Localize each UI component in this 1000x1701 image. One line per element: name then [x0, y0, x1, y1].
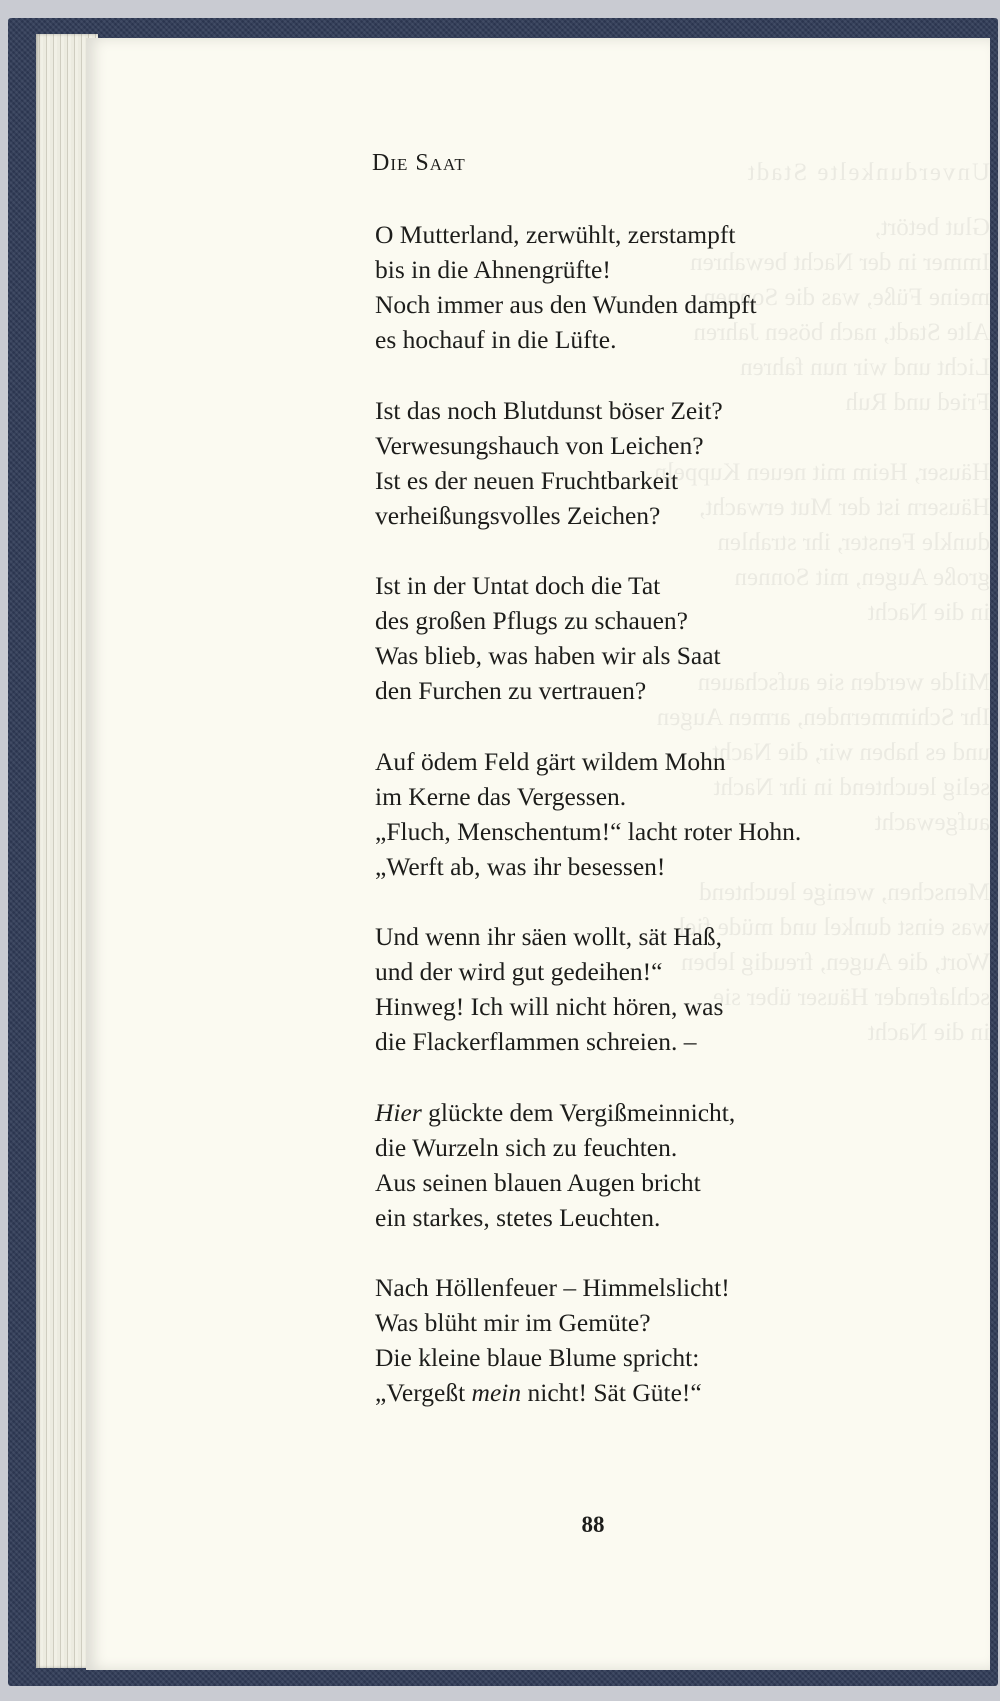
- show-through-line: selig leuchtend in ihr Nacht: [713, 774, 990, 801]
- show-through-line: Licht und wir nun fahren: [740, 354, 990, 381]
- poem-line: Verwesungshauch von Leichen?: [375, 430, 704, 460]
- poem-line: verheißungsvolles Zeichen?: [375, 500, 661, 530]
- poem-line: „Werft ab, was ihr besessen!: [375, 851, 666, 881]
- stanza: [375, 393, 935, 533]
- show-through-line: große Augen, mit Sonnen: [734, 564, 990, 591]
- show-through-line: was einst dunkel und müde fiel: [678, 914, 990, 941]
- poem-line: „Fluch, Menschentum!“ lacht roter Hohn.: [375, 816, 802, 846]
- poem-line: den Furchen zu vertrauen?: [375, 676, 647, 705]
- poem-line: Aus seinen blauen Augen bricht: [375, 1167, 701, 1197]
- poem-title: Die Saat: [372, 150, 466, 176]
- show-through-line: Häuser, Heim mit neuen Kuppeln: [654, 459, 990, 486]
- show-through-title: Unverdunkelte Stadt: [745, 159, 990, 186]
- stanza: [375, 919, 935, 1059]
- line-text: glückte dem Vergißmeinnicht,: [421, 1097, 736, 1127]
- show-through-line: Ihr Schimmernden, armen Augen: [656, 704, 990, 731]
- poem-line: Und wenn ihr säen wollt, sät Haß,: [375, 922, 723, 951]
- poem-line: Hinweg! Ich will nicht hören, was: [375, 992, 724, 1021]
- stanza: [375, 1270, 935, 1410]
- poem-line: Ist es der neuen Fruchtbarkeit: [375, 465, 679, 495]
- poem-line: Ist in der Untat doch die Tat: [375, 571, 661, 600]
- stanza: [375, 217, 935, 357]
- show-through-line: meine Füße, was die Sonnen: [703, 284, 990, 311]
- poem-line: Ist das noch Blutdunst böser Zeit?: [375, 395, 723, 425]
- poem-line: es hochauf in die Lüfte.: [375, 325, 617, 354]
- poem-line: bis in die Ahnengrüfte!: [375, 255, 611, 284]
- show-through-line: Immer in der Nacht bewahren: [690, 249, 990, 276]
- show-through-line: in die Nacht: [867, 1019, 990, 1046]
- stanza: [375, 1095, 935, 1235]
- stanza: [375, 568, 935, 708]
- poem-line: Was blüht mir im Gemüte?: [375, 1308, 651, 1337]
- show-through-line: Glut betört,: [874, 214, 990, 241]
- show-through-line: Häusern ist der Mut erwacht,: [699, 494, 990, 521]
- show-through-line: Milde werden sie aufschauen: [697, 669, 990, 696]
- poem-body: [375, 217, 935, 1446]
- show-through-line: und es haben wir, die Nacht: [711, 739, 990, 766]
- poem-line: Auf ödem Feld gärt wildem Mohn: [375, 746, 726, 776]
- poem-line: O Mutterland, zerwühlt, zerstampft: [375, 220, 736, 249]
- show-through-line: aufgewacht: [874, 809, 990, 836]
- line-text: „Vergeßt: [375, 1378, 472, 1407]
- poem-line: und der wird gut gedeihen!“: [375, 957, 663, 986]
- show-through-line: dunkle Fenster, ihr strahlen: [717, 529, 990, 556]
- emphasis-word: Hier: [375, 1097, 422, 1127]
- poem-line: die Flackerflammen schreien. –: [375, 1027, 697, 1056]
- line-text-rest: nicht! Sät Güte!“: [521, 1378, 702, 1407]
- poem-line: Noch immer aus den Wunden dampft: [375, 290, 757, 319]
- poem-line: Nach Höllenfeuer – Himmelslicht!: [375, 1273, 730, 1302]
- show-through-line: in die Nacht: [867, 599, 990, 626]
- stanza: [375, 744, 935, 884]
- poem-line: Was blieb, was haben wir als Saat: [375, 641, 721, 670]
- poem-line: des großen Pflugs zu schauen?: [375, 606, 688, 635]
- show-through-line: Wort, die Augen, freudig leben: [680, 949, 990, 976]
- poem-line: [375, 1375, 935, 1410]
- show-through-line: Fried und Ruh: [845, 389, 990, 416]
- poem-line: die Wurzeln sich zu feuchten.: [375, 1132, 678, 1162]
- poem-line: [375, 1095, 935, 1130]
- poem-line: im Kerne das Vergessen.: [375, 781, 627, 811]
- page-number: 88: [581, 1512, 605, 1537]
- poem-line: Die kleine blaue Blume spricht:: [375, 1343, 700, 1372]
- show-through-line: Menschen, wenige leuchtend: [699, 879, 990, 906]
- show-through-line: Alte Stadt, nach bösen Jahren: [693, 319, 990, 346]
- poem-line: ein starkes, stetes Leuchten.: [375, 1202, 661, 1232]
- emphasis-word: mein: [471, 1378, 522, 1407]
- show-through-line: schlafender Häuser über sie: [713, 984, 990, 1011]
